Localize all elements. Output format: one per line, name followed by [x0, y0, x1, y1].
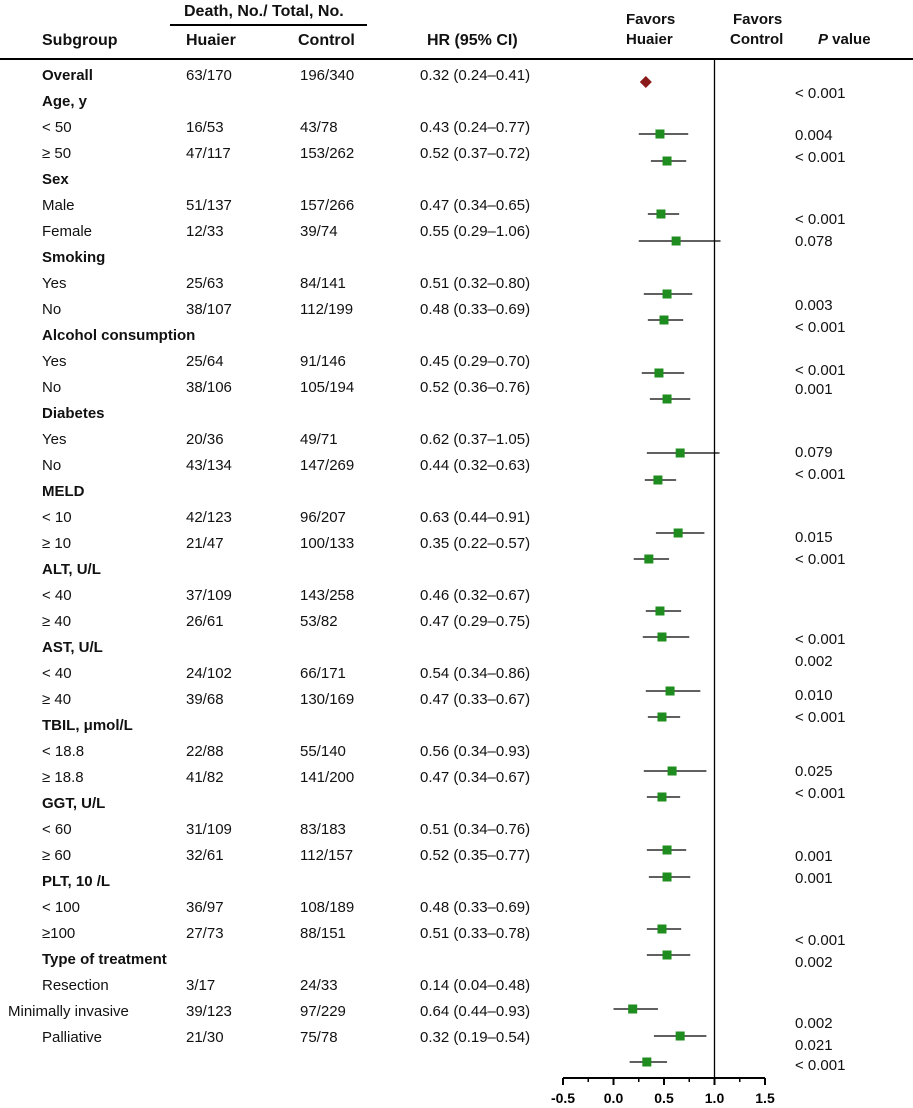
huaier-count: 20/36	[186, 431, 224, 448]
hr-square	[663, 951, 672, 960]
p-value: < 0.001	[795, 362, 846, 379]
huaier-count: 39/68	[186, 691, 224, 708]
header-huaier: Huaier	[186, 32, 236, 49]
hr-ci: 0.46 (0.32–0.67)	[420, 587, 531, 604]
subgroup-label: < 10	[42, 509, 72, 526]
subgroup-label: Male	[42, 197, 75, 214]
huaier-count: 24/102	[186, 665, 232, 682]
control-count: 84/141	[300, 275, 346, 292]
hr-square	[676, 449, 685, 458]
control-count: 147/269	[300, 457, 355, 474]
subgroup-label: ≥ 10	[42, 535, 72, 552]
hr-square	[672, 237, 681, 246]
hr-square	[663, 846, 672, 855]
huaier-count: 21/47	[186, 535, 224, 552]
x-tick-label: -0.5	[550, 1090, 576, 1106]
p-value: < 0.001	[795, 631, 846, 648]
subgroup-label: Yes	[42, 431, 67, 448]
p-value: < 0.001	[795, 551, 846, 568]
hr-square	[676, 1032, 685, 1041]
hr-ci: 0.55 (0.29–1.06)	[420, 223, 531, 240]
hr-ci: 0.52 (0.35–0.77)	[420, 847, 531, 864]
header-favors-huaier-2: Huaier	[626, 31, 673, 48]
hr-ci: 0.45 (0.29–0.70)	[420, 353, 531, 370]
hr-square	[663, 157, 672, 166]
subgroup-category: Type of treatment	[42, 951, 167, 968]
huaier-count: 3/17	[186, 977, 216, 994]
huaier-count: 38/107	[186, 301, 232, 318]
hr-ci: 0.44 (0.32–0.63)	[420, 457, 531, 474]
hr-square	[657, 713, 666, 722]
hr-ci: 0.54 (0.34–0.86)	[420, 665, 531, 682]
subgroup-category: Overall	[42, 67, 93, 84]
p-value: 0.002	[795, 653, 833, 670]
control-count: 66/171	[300, 665, 346, 682]
huaier-count: 41/82	[186, 769, 224, 786]
subgroup-category: AST, U/L	[42, 639, 103, 656]
subgroup-label: < 40	[42, 665, 72, 682]
hr-ci: 0.47 (0.34–0.67)	[420, 769, 531, 786]
hr-square	[663, 873, 672, 882]
control-count: 112/157	[300, 847, 354, 864]
hr-ci: 0.64 (0.44–0.93)	[420, 1003, 531, 1020]
x-tick-label: 1.5	[755, 1090, 775, 1106]
hr-ci: 0.62 (0.37–1.05)	[420, 431, 531, 448]
header-p-italic: P	[818, 31, 829, 48]
hr-ci: 0.56 (0.34–0.93)	[420, 743, 531, 760]
hr-square	[657, 633, 666, 642]
subgroup-label: No	[42, 301, 62, 318]
control-count: 83/183	[300, 821, 346, 838]
huaier-count: 38/106	[186, 379, 232, 396]
p-value: 0.004	[795, 127, 833, 144]
subgroup-category: Diabetes	[42, 405, 105, 422]
subgroup-label: ≥ 40	[42, 691, 72, 708]
hr-ci: 0.48 (0.33–0.69)	[420, 899, 531, 916]
header-hr: HR (95% CI)	[427, 32, 518, 49]
subgroup-label: No	[42, 457, 62, 474]
subgroup-label: Yes	[42, 275, 67, 292]
huaier-count: 37/109	[186, 587, 232, 604]
subgroup-label: < 40	[42, 587, 72, 604]
hr-ci: 0.52 (0.37–0.72)	[420, 145, 531, 162]
subgroup-label: ≥ 40	[42, 613, 72, 630]
p-value: < 0.001	[795, 85, 846, 102]
huaier-count: 25/63	[186, 275, 224, 292]
p-value: < 0.001	[795, 709, 846, 726]
hr-square	[644, 555, 653, 564]
p-value: < 0.001	[795, 785, 846, 802]
huaier-count: 47/117	[186, 145, 231, 162]
control-count: 141/200	[300, 769, 355, 786]
hr-ci: 0.47 (0.33–0.67)	[420, 691, 531, 708]
control-count: 91/146	[300, 353, 346, 370]
huaier-count: 27/73	[186, 925, 224, 942]
p-value: 0.002	[795, 1015, 833, 1032]
p-value: < 0.001	[795, 1057, 846, 1074]
subgroup-category: Age, y	[42, 93, 88, 110]
control-count: 105/194	[300, 379, 355, 396]
subgroup-label: Resection	[42, 977, 109, 994]
control-count: 112/199	[300, 301, 354, 318]
huaier-count: 39/123	[186, 1003, 232, 1020]
huaier-count: 63/170	[186, 67, 232, 84]
hr-ci: 0.47 (0.34–0.65)	[420, 197, 531, 214]
hr-ci: 0.51 (0.34–0.76)	[420, 821, 531, 838]
subgroup-label: < 50	[42, 119, 72, 136]
subgroup-label: ≥ 50	[42, 145, 72, 162]
hr-ci: 0.14 (0.04–0.48)	[420, 977, 531, 994]
x-tick-label: 0.5	[654, 1090, 674, 1106]
hr-ci: 0.48 (0.33–0.69)	[420, 301, 531, 318]
hr-ci: 0.51 (0.32–0.80)	[420, 275, 531, 292]
hr-square	[674, 529, 683, 538]
hr-ci: 0.43 (0.24–0.77)	[420, 119, 531, 136]
control-count: 53/82	[300, 613, 338, 630]
hr-square	[628, 1005, 637, 1014]
hr-ci: 0.51 (0.33–0.78)	[420, 925, 531, 942]
subgroup-label: ≥ 60	[42, 847, 72, 864]
hr-ci: 0.52 (0.36–0.76)	[420, 379, 531, 396]
header-control: Control	[298, 32, 355, 49]
subgroup-label: < 60	[42, 821, 72, 838]
hr-ci: 0.63 (0.44–0.91)	[420, 509, 531, 526]
huaier-count: 22/88	[186, 743, 224, 760]
control-count: 24/33	[300, 977, 338, 994]
control-count: 49/71	[300, 431, 338, 448]
header-subgroup: Subgroup	[42, 32, 118, 49]
p-value: 0.078	[795, 233, 833, 250]
huaier-count: 43/134	[186, 457, 232, 474]
p-value: 0.010	[795, 687, 833, 704]
subgroup-label: Yes	[42, 353, 67, 370]
subgroup-category: Alcohol consumption	[42, 327, 196, 344]
hr-ci: 0.35 (0.22–0.57)	[420, 535, 531, 552]
hr-square	[656, 210, 665, 219]
p-value: < 0.001	[795, 466, 846, 483]
huaier-count: 42/123	[186, 509, 232, 526]
subgroup-category: Sex	[42, 171, 69, 188]
hr-square	[657, 925, 666, 934]
control-count: 143/258	[300, 587, 355, 604]
header-favors-control-1: Favors	[733, 11, 783, 28]
p-value: 0.001	[795, 848, 833, 865]
huaier-count: 25/64	[186, 353, 224, 370]
p-value: 0.079	[795, 444, 833, 461]
hr-ci: 0.32 (0.19–0.54)	[420, 1029, 531, 1046]
huaier-count: 31/109	[186, 821, 232, 838]
subgroup-label: Female	[42, 223, 93, 240]
control-count: 100/133	[300, 535, 355, 552]
p-value: 0.015	[795, 529, 833, 546]
subgroup-label: Palliative	[42, 1029, 103, 1046]
p-value: 0.001	[795, 381, 833, 398]
subgroup-category: TBIL, μmol/L	[42, 717, 133, 734]
control-count: 55/140	[300, 743, 346, 760]
subgroup-label: No	[42, 379, 62, 396]
p-value: 0.021	[795, 1037, 833, 1054]
control-count: 43/78	[300, 119, 338, 136]
subgroup-category: Smoking	[42, 249, 106, 266]
header-favors-control-2: Control	[730, 31, 784, 48]
huaier-count: 26/61	[186, 613, 224, 630]
x-tick-label: 1.0	[704, 1090, 725, 1106]
subgroup-label: ≥100	[42, 925, 76, 942]
hr-square	[653, 476, 662, 485]
control-count: 157/266	[300, 197, 355, 214]
hr-square	[663, 290, 672, 299]
hr-square	[663, 395, 672, 404]
subgroup-category: MELD	[42, 483, 85, 500]
p-value: < 0.001	[795, 211, 846, 228]
subgroup-category: PLT, 10 /L	[42, 873, 111, 890]
overall-diamond	[640, 76, 652, 88]
header-death-group: Death, No./ Total, No.	[184, 3, 344, 20]
header-favors-huaier-1: Favors	[626, 11, 676, 28]
subgroup-label: ≥ 18.8	[42, 769, 84, 786]
x-tick-label: 0.0	[603, 1090, 624, 1106]
huaier-count: 36/97	[186, 899, 224, 916]
subgroup-label: Minimally invasive	[8, 1003, 129, 1020]
huaier-count: 12/33	[186, 223, 224, 240]
huaier-count: 21/30	[186, 1029, 224, 1046]
hr-square	[660, 316, 669, 325]
control-count: 108/189	[300, 899, 355, 916]
huaier-count: 51/137	[186, 197, 232, 214]
hr-ci: 0.47 (0.29–0.75)	[420, 613, 531, 630]
huaier-count: 32/61	[186, 847, 224, 864]
hr-square	[655, 130, 664, 139]
subgroup-label: < 100	[42, 899, 80, 916]
hr-square	[657, 793, 666, 802]
subgroup-category: GGT, U/L	[42, 795, 106, 812]
subgroup-label: < 18.8	[42, 743, 85, 760]
control-count: 153/262	[300, 145, 355, 162]
p-value: 0.001	[795, 870, 833, 887]
p-value: < 0.001	[795, 932, 846, 949]
header-p-rest: value	[828, 31, 871, 48]
hr-square	[668, 767, 677, 776]
huaier-count: 16/53	[186, 119, 224, 136]
p-value: 0.002	[795, 954, 833, 971]
control-count: 196/340	[300, 67, 355, 84]
hr-ci: 0.32 (0.24–0.41)	[420, 67, 531, 84]
control-count: 96/207	[300, 509, 346, 526]
hr-square	[654, 369, 663, 378]
control-count: 97/229	[300, 1003, 346, 1020]
p-value: < 0.001	[795, 319, 846, 336]
p-value: 0.025	[795, 763, 833, 780]
hr-square	[666, 687, 675, 696]
control-count: 130/169	[300, 691, 355, 708]
hr-square	[642, 1058, 651, 1067]
p-value: < 0.001	[795, 149, 846, 166]
hr-square	[655, 607, 664, 616]
control-count: 39/74	[300, 223, 338, 240]
p-value: 0.003	[795, 297, 833, 314]
control-count: 88/151	[300, 925, 346, 942]
subgroup-category: ALT, U/L	[42, 561, 101, 578]
control-count: 75/78	[300, 1029, 338, 1046]
